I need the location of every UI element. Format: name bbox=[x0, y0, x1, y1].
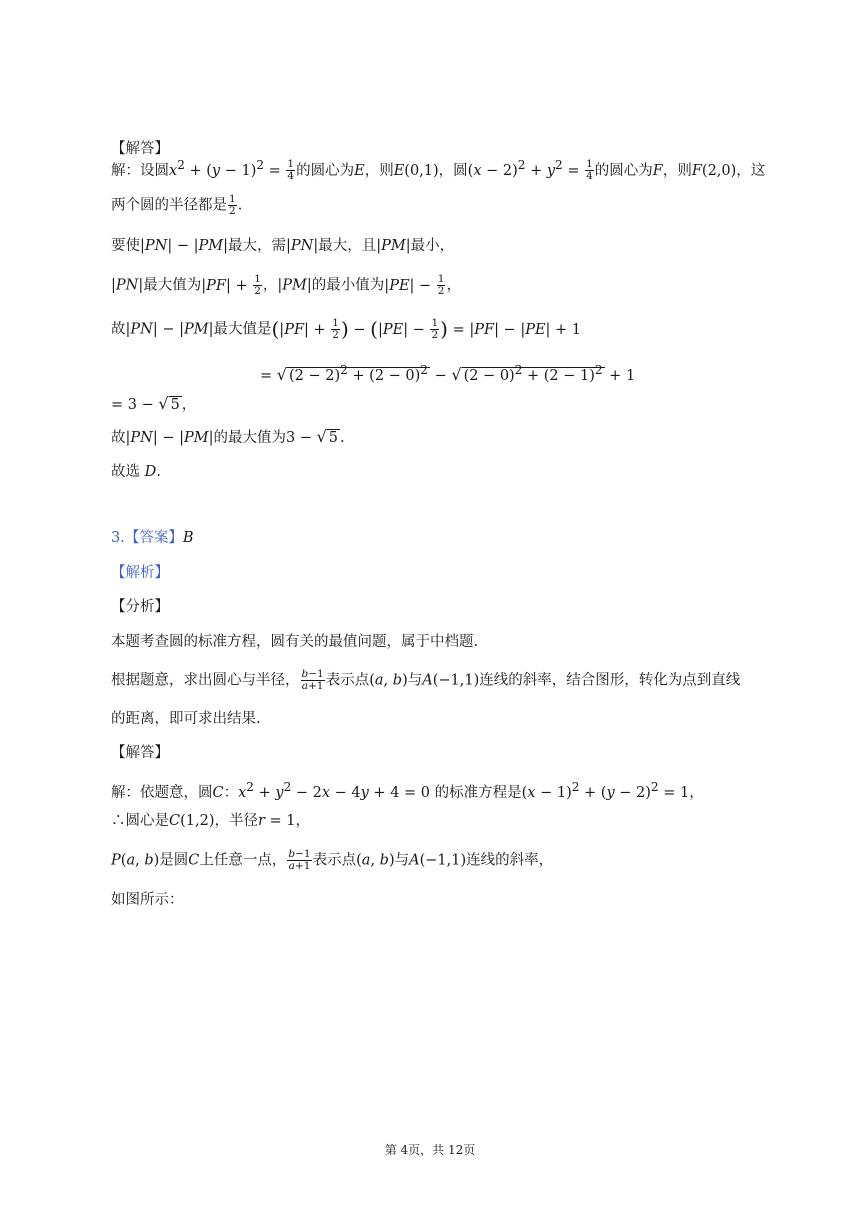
solution-line-6: = √ $(2 - 2)^2 + (2 - 0)^2$ − √ $(2 - 0)^2 + (2 - 1)^2 + 1$ bbox=[260, 363, 636, 384]
solution-line-2: 两个圆的半径都是 $\frac{1}{2}$ . bbox=[111, 193, 243, 217]
section-heading-jieda: 【解答】 bbox=[111, 141, 169, 157]
section-heading-fenxi: 【分析】 bbox=[111, 599, 169, 615]
solution-line-4: |PN|最大值为|PF| + $\frac{1}{2}$ ，|PM|的最小值为|PE| − $\frac{1}{2}$ ， bbox=[111, 273, 461, 297]
solution-line-9: 故选 D. bbox=[111, 464, 161, 480]
solution2-line-1: 解：依题意，圆C：$x^2 + y^2 - 2x - 4y + 4 = 0$ 的标准方程是$(x - 1)^2 + (y - 2)^2 = 1$， bbox=[111, 780, 704, 801]
solution-line-3: 要使|PN| − |PM|最大，需|PN|最大，且|PM|最小， bbox=[111, 238, 455, 254]
analysis-line-1: 本题考查圆的标准方程，圆有关的最值问题，属于中档题. bbox=[111, 634, 479, 650]
solution-line-5: 故|PN| − |PM|最大值是(|PF| + $\frac{1}{2}$ ) − (|PE| − $\frac{1}{2}$ ) = |PF| − |PE| + 1 bbox=[111, 316, 582, 341]
solution-line-8: 故|PN| − |PM|的最大值为3 − √ 5 . bbox=[111, 427, 345, 446]
analysis-line-2: 根据题意，求出圆心与半径， $\frac{b-1}{a+1}$ 表示点(a, b)与A(−1,1)连线的斜率，结合图形，转化为点到直线 bbox=[111, 668, 741, 692]
answer-heading: 3.【答案】B bbox=[111, 530, 194, 546]
solution-line-7: = 3 − √ 5 ， bbox=[111, 394, 197, 413]
solution2-line-2: ∴圆心是C(1,2)，半径r = 1， bbox=[111, 813, 311, 829]
page-footer: 第 4页，共 12页 bbox=[384, 1143, 476, 1157]
solution-line-1: 解：设圆$x^2 + (y - 1)^2$ = $\frac{1}{4}$ 的圆心为E，则E(0,1)，圆$(x - 2)^2 + y^2$ = $\frac{1}{4}$ 的圆心为F，则F(2,0)，这 bbox=[111, 158, 766, 183]
section-heading-jiexi: 【解析】 bbox=[111, 565, 169, 581]
solution2-line-4: 如图所示： bbox=[111, 892, 184, 908]
solution2-line-3: P(a, b)是圆C上任意一点， $\frac{b-1}{a+1}$ 表示点(a, b)与A(−1,1)连线的斜率， bbox=[111, 848, 554, 872]
analysis-line-3: 的距离，即可求出结果. bbox=[111, 711, 261, 727]
section-heading-jieda-2: 【解答】 bbox=[111, 745, 169, 761]
